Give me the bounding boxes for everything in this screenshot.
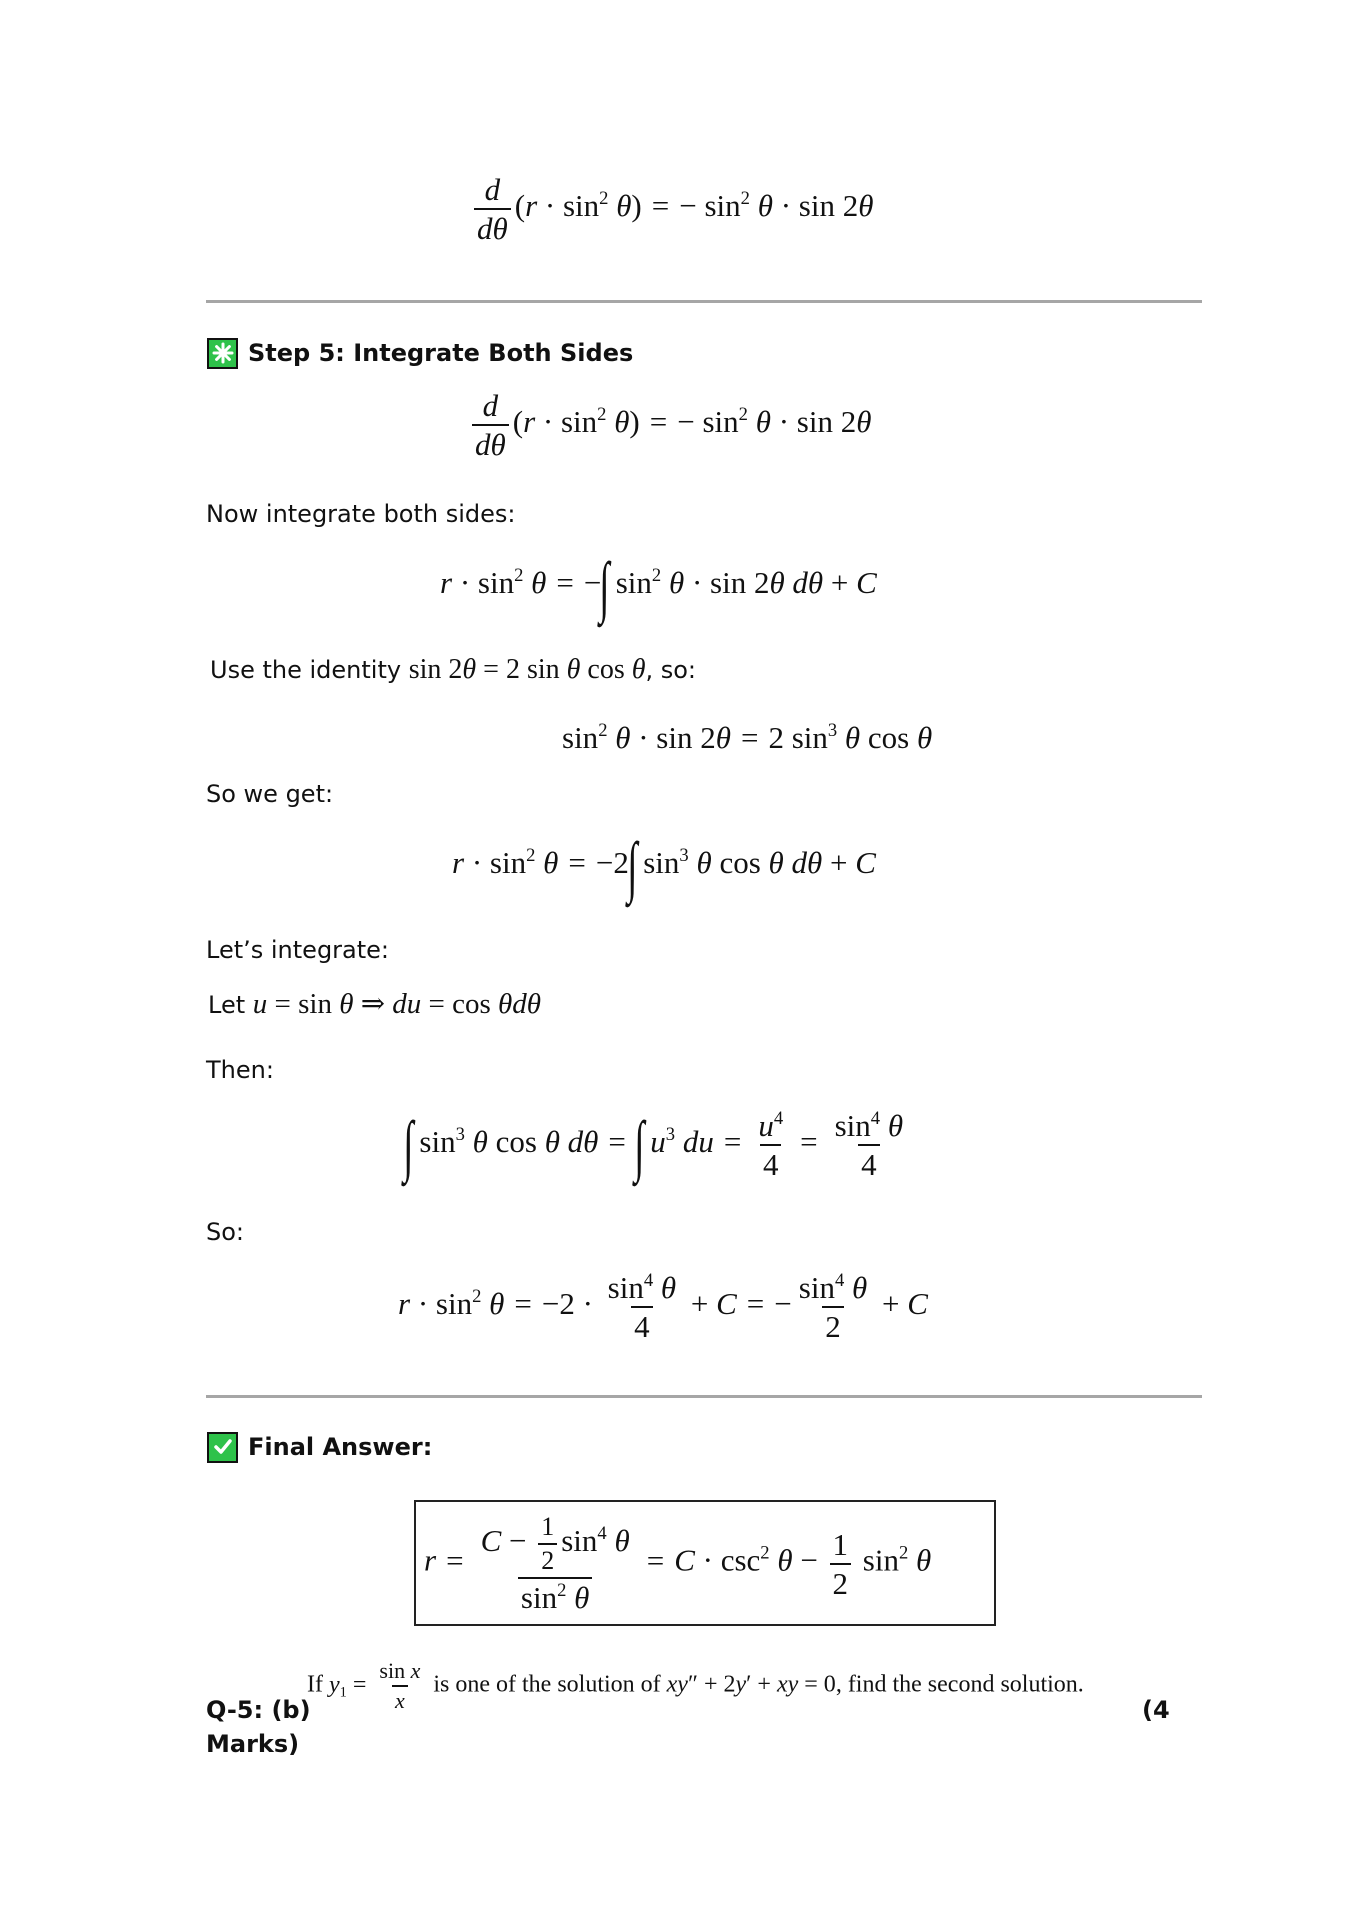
equation-final: r = C − $\frac{1}{2}$ $\sin^4 \theta$ $\sin^2 \theta$ = $C \cdot \csc^2 \theta$ − $\frac{1}{2}$ $\sin^2 \theta$ [424,1512,932,1615]
equation-result: $r \cdot \sin^2 \theta = -2$ · $\frac{\sin^4 \theta}{4}$ + C = − $\frac{\sin^4 \theta}{2}$ + C [398,1269,928,1344]
text-then: Then: [206,1056,274,1084]
question-text: If $y_1$ = $\frac{\text{sin x}}{x}$ is one of the solution of xy″ + 2y′ + xy = 0, find the second solution. [307,1658,1084,1713]
check-icon [207,1432,238,1463]
equation-substitution: ∫ $\sin^3 \theta$ cos θ dθ = ∫ $u^3$ du = $\frac{u^4}{4}$ = $\frac{\sin^4 \theta}{4}$ [403,1107,904,1183]
final-answer-box [414,1500,996,1626]
question-marks: (4 [1142,1696,1170,1724]
divider [206,1395,1202,1398]
text-now-integrate: Now integrate both sides: [206,500,516,528]
text-let-u: Let u = sin θ ⇒ du = cos θdθ [208,988,542,1020]
text-lets-integrate: Let’s integrate: [206,936,390,964]
question-y1: $y_1$ = $\frac{\text{sin x}}{x}$ [328,1658,421,1713]
step5-heading [207,336,633,370]
question-marks-close: Marks) [206,1730,300,1758]
equation-top: $\frac{d}{d\theta}$ $(r \cdot \sin^2 \theta)$ = − $\sin^2 \theta \cdot \sin 2\theta$ [470,174,873,244]
sparkle-icon [207,338,238,369]
equation-integral-1: $r \cdot \sin^2 \theta$ = −∫ $\sin^2 \theta \cdot \sin 2\theta$ dθ + C [440,548,877,624]
equation-integral-2: $r \cdot \sin^2 \theta = -2\int$ $\sin^3 \theta$ cos θ dθ + C [452,828,876,904]
divider [206,300,1202,303]
text-so-we-get: So we get: [206,780,334,808]
identity-inline-math: sin 2θ = 2 sin θ cos θ [408,654,646,685]
text-use-identity: Use the identity sin 2θ = 2 sin θ cos θ, so: [210,654,697,685]
text-so: So: [206,1218,245,1246]
equation-step5: $\frac{d}{d\theta}$ $(r \cdot \sin^2 \theta)$ = − $\sin^2 \theta \cdot \sin 2\theta$ [468,390,871,460]
question-ode: xy″ + 2y′ + xy = 0 [666,1671,836,1698]
step5-title: Step 5: Integrate Both Sides [248,339,634,367]
equation-identity: $\sin^2 \theta \cdot \sin 2\theta = 2$ $\sin^3 \theta$ cos θ [562,719,933,755]
substitution-inline-math: u = sin θ ⇒ du = cos θdθ [252,988,542,1020]
question-label: Q-5: (b) [206,1696,311,1724]
final-answer-title: Final Answer: [248,1433,433,1461]
final-answer-heading [207,1430,432,1464]
